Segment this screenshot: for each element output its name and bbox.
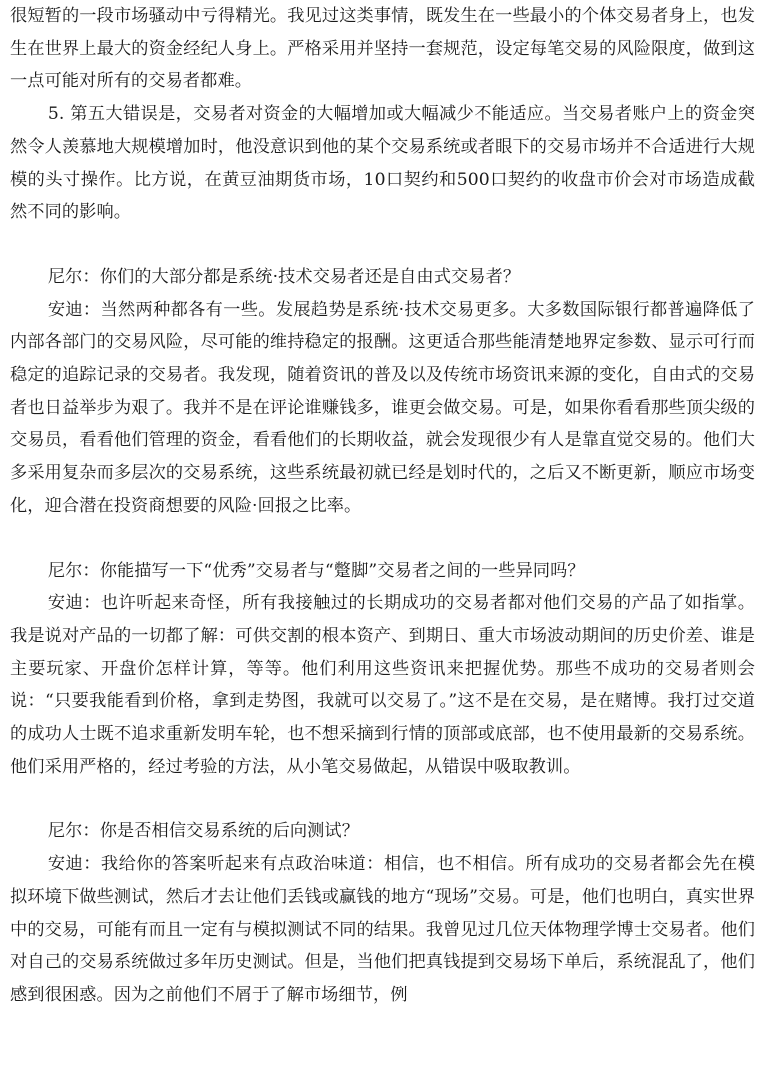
paragraph-continuation: 很短暂的一段市场骚动中亏得精光。我见过这类事情，既发生在一些最小的个体交易者身上，也发生在世界上最大的资金经纪人身上。严格采用并坚持一套规范，设定每笔交易的风险限度，做到这一点可能对所有的交易者都难。 bbox=[10, 6, 755, 92]
document-page bbox=[10, 0, 755, 1012]
paragraph-neil-question-1: 尼尔：你们的大部分都是系统·技术交易者还是自由式交易者？ bbox=[47, 266, 521, 287]
paragraph-neil-question-2: 尼尔：你能描写一下“优秀”交易者与“蹩脚”交易者之间的一些异同吗？ bbox=[47, 560, 585, 581]
paragraph-andy-answer-1: 安迪：当然两种都各有一些。发展趋势是系统·技术交易更多。大多数国际银行都普遍降低了内部各部门的交易风险，尽可能的维持稳定的报酬。这更适合那些能清楚地界定参数、显示可行而稳定的追踪记录的交易者。我发现，随着资讯的普及以及传统市场资讯来源的变化，自由式的交易者也日益举步为艰了。我并不是在评论谁赚钱多，谁更会做交易。可是，如果你看看那些顶尖级的交易员，看看他们管理的资金，看看他们的长期收益，就会发现很少有人是靠直觉交易的。他们大多采用复杂而多层次的交易系统，这些系统最初就已经是划时代的，之后又不断更新，顺应市场变化，迎合潜在投资商想要的风险·回报之比率。 bbox=[10, 299, 755, 516]
paragraph-neil-question-3: 尼尔：你是否相信交易系统的后向测试？ bbox=[47, 821, 360, 842]
paragraph-andy-answer-3: 安迪：我给你的答案听起来有点政治味道：相信，也不相信。所有成功的交易者都会先在模拟环境下做些测试，然后才去让他们丢钱或赢钱的地方“现场”交易。可是，他们也明白，真实世界中的交易，可能有而且一定有与模拟测试不同的结果。我曾见过几位天体物理学博士交易者。他们对自己的交易系统做过多年历史测试。但是，当他们把真钱提到交易场下单后，系统混乱了，他们感到很困惑。因为之前他们不屑于了解市场细节，例 bbox=[10, 854, 755, 1005]
paragraph-fifth-mistake: 5. 第五大错误是，交易者对资金的大幅增加或大幅减少不能适应。当交易者账户上的资金突然令人羡慕地大规模增加时，他没意识到他的某个交易系统或者眼下的交易市场并不合适进行大规模的头寸操作。比方说，在黄豆油期货市场，10口契约和500口契约的收盘市价会对市场造成截然不同的影响。 bbox=[10, 104, 755, 223]
paragraph-andy-answer-2: 安迪：也许听起来奇怪，所有我接触过的长期成功的交易者都对他们交易的产品了如指掌。我是说对产品的一切都了解：可供交割的根本资产、到期日、重大市场波动期间的历史价差、谁是主要玩家、开盘价怎样计算，等等。他们利用这些资讯来把握优势。那些不成功的交易者则会说：“只要我能看到价格，拿到走势图，我就可以交易了。”这不是在交易，是在赌博。我打过交道的成功人士既不追求重新发明车轮，也不想采摘到行情的顶部或底部，也不使用最新的交易系统。他们采用严格的，经过考验的方法，从小笔交易做起，从错误中吸取教训。 bbox=[10, 593, 755, 777]
